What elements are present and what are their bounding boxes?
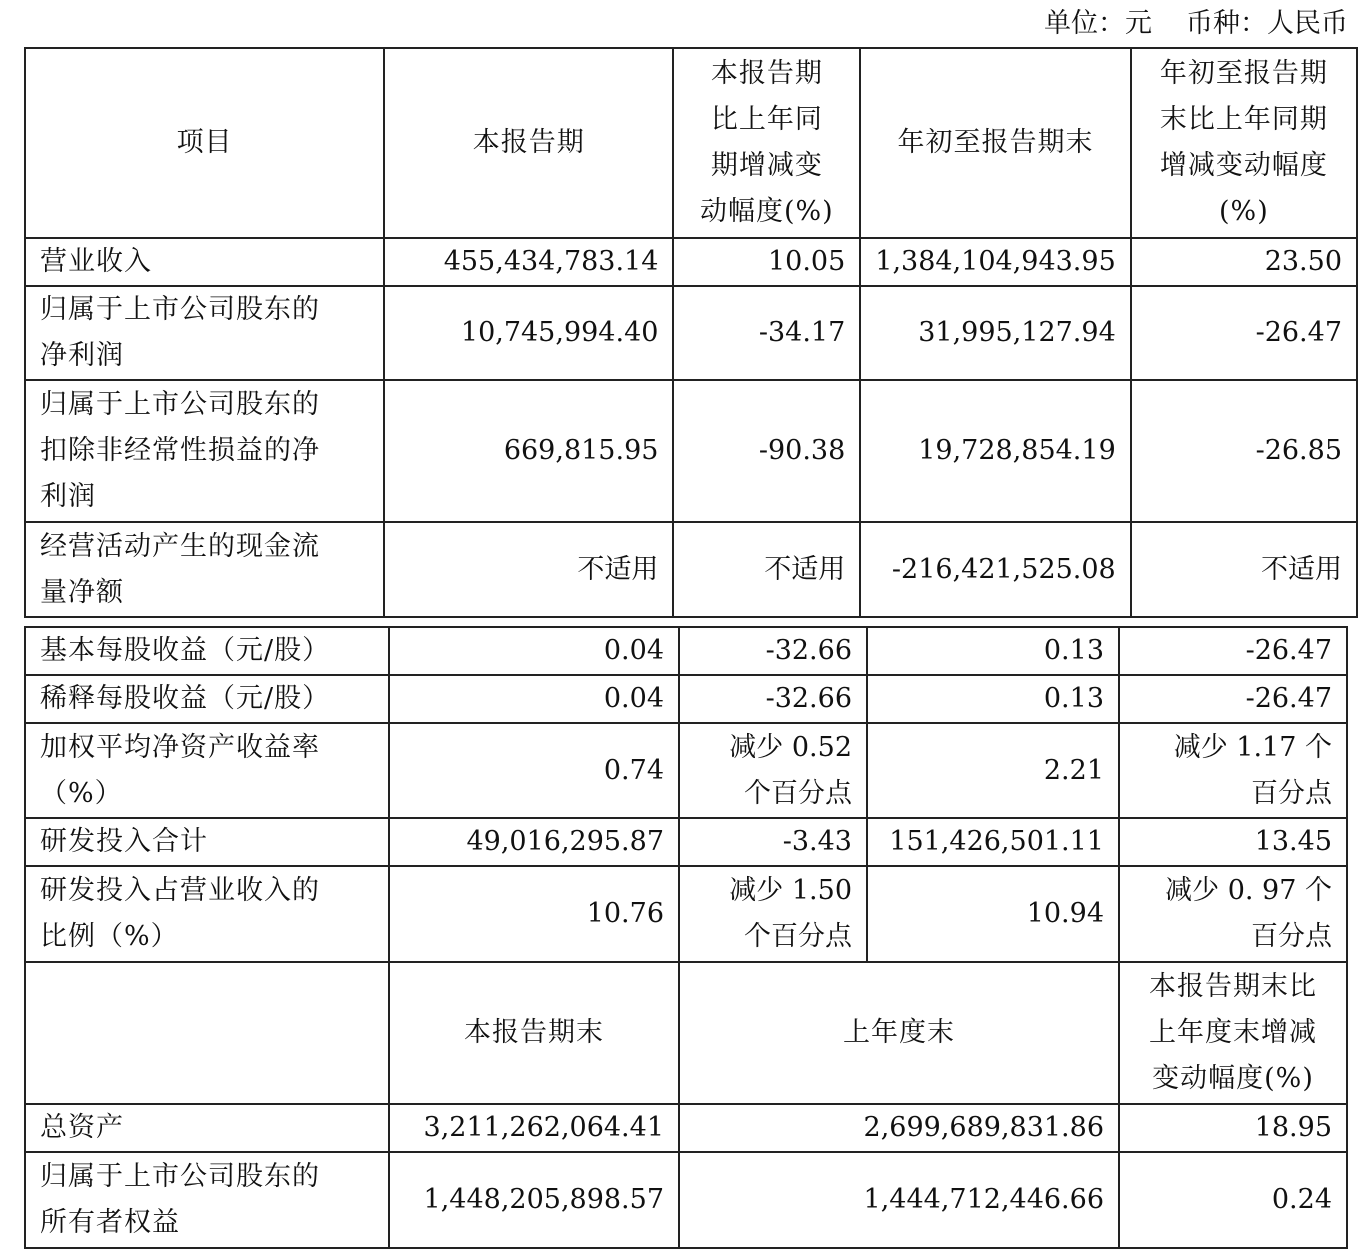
cell-current-yoy: [679, 723, 867, 818]
header-current-yoy-text: 本报告期 比上年同 期增减变 动幅度(%): [699, 58, 834, 227]
cell-ytd: -216,421,525.08: [860, 522, 1130, 617]
header-ytd-yoy: [1131, 48, 1357, 238]
cell-ytd: 10.94: [867, 866, 1119, 962]
cell-current: 455,434,783.14: [384, 238, 673, 286]
cell-ytd-yoy: -26.47: [1119, 675, 1347, 723]
balance-header-change: [1119, 962, 1347, 1104]
row-label: 总资产: [25, 1104, 389, 1152]
cell-ytd-yoy-text: 减少 0. 97 个 百分点: [1165, 875, 1332, 952]
table-row: [25, 1152, 1347, 1248]
cell-current: 669,815.95: [384, 380, 673, 522]
cell-current: 不适用: [384, 522, 673, 617]
cell-ytd: 31,995,127.94: [860, 286, 1130, 380]
unit-label: 单位：元: [1044, 8, 1152, 39]
row-label: 营业收入: [25, 238, 384, 286]
row-label-text: 研发投入占营业收入的 比例（%）: [40, 875, 320, 952]
cell-ytd-yoy: -26.47: [1119, 627, 1347, 675]
balance-header-period-end: 本报告期末: [389, 962, 679, 1104]
cell-ytd-yoy-text: 减少 1.17 个 百分点: [1173, 731, 1332, 809]
table-row: [25, 723, 1347, 818]
cell-current-yoy: 10.05: [673, 238, 860, 286]
table-row: [25, 866, 1347, 962]
cell-current: 0.74: [389, 723, 679, 818]
table-row: [25, 675, 1347, 723]
cell-ytd: 151,426,501.11: [867, 818, 1119, 866]
row-label-text: 归属于上市公司股东的 净利润: [40, 294, 320, 371]
unit-currency-line: [1044, 4, 1348, 44]
header-ytd: 年初至报告期末: [860, 48, 1130, 238]
table-row: [25, 522, 1357, 617]
header-current-yoy: [673, 48, 860, 238]
cell-ytd-yoy: 13.45: [1119, 818, 1347, 866]
cell-change: 18.95: [1119, 1104, 1347, 1152]
cell-ytd-yoy: 23.50: [1131, 238, 1357, 286]
cell-period-end: 3,211,262,064.41: [389, 1104, 679, 1152]
cell-current-yoy-text: 减少 1.50 个百分点: [729, 875, 852, 952]
balance-header-row: [25, 962, 1347, 1104]
cell-current: 10,745,994.40: [384, 286, 673, 380]
cell-ytd: 1,384,104,943.95: [860, 238, 1130, 286]
table-row: [25, 627, 1347, 675]
cell-last-year-end: 2,699,689,831.86: [679, 1104, 1119, 1152]
currency-label: 币种：人民币: [1186, 8, 1348, 39]
balance-header-change-text: 本报告期末比 上年度末增减 变动幅度(%): [1149, 971, 1317, 1094]
cell-current-yoy: -32.66: [679, 627, 867, 675]
cell-current: 0.04: [389, 627, 679, 675]
cell-ytd: 0.13: [867, 675, 1119, 723]
cell-last-year-end: 1,444,712,446.66: [679, 1152, 1119, 1248]
cell-ytd: 19,728,854.19: [860, 380, 1130, 522]
cell-current-yoy: -90.38: [673, 380, 860, 522]
cell-ytd-yoy: -26.47: [1131, 286, 1357, 380]
cell-current-yoy: -3.43: [679, 818, 867, 866]
row-label: [25, 723, 389, 818]
header-row: [25, 48, 1357, 238]
row-label-text: 归属于上市公司股东的 扣除非经常性损益的净 利润: [40, 389, 320, 512]
cell-current: 0.04: [389, 675, 679, 723]
cell-current: 10.76: [389, 866, 679, 962]
cell-ytd: 2.21: [867, 723, 1119, 818]
cell-ytd-yoy: -26.85: [1131, 380, 1357, 522]
row-label: 稀释每股收益（元/股）: [25, 675, 389, 723]
cell-period-end: 1,448,205,898.57: [389, 1152, 679, 1248]
cell-current-yoy: 不适用: [673, 522, 860, 617]
row-label-text: 加权平均净资产收益率 （%）: [40, 731, 320, 809]
row-label-text: 经营活动产生的现金流 量净额: [40, 530, 320, 608]
row-label-text: 归属于上市公司股东的 所有者权益: [40, 1161, 320, 1238]
row-label: 研发投入合计: [25, 818, 389, 866]
financial-indicators-table-1: [24, 47, 1358, 618]
financial-indicators-table-2: [24, 626, 1348, 1249]
table-row: [25, 380, 1357, 522]
balance-header-last-year-end: 上年度末: [679, 962, 1119, 1104]
header-ytd-yoy-text: 年初至报告期 末比上年同期 增减变动幅度 (%): [1159, 58, 1328, 227]
cell-current-yoy: [679, 866, 867, 962]
table-row: [25, 818, 1347, 866]
cell-change: 0.24: [1119, 1152, 1347, 1248]
row-label: [25, 286, 384, 380]
balance-header-blank: [25, 962, 389, 1104]
row-label: [25, 380, 384, 522]
cell-ytd: 0.13: [867, 627, 1119, 675]
cell-current-yoy: -32.66: [679, 675, 867, 723]
cell-ytd-yoy: [1119, 723, 1347, 818]
header-item: 项目: [25, 48, 384, 238]
table-row: [25, 1104, 1347, 1152]
row-label: [25, 522, 384, 617]
cell-ytd-yoy: 不适用: [1131, 522, 1357, 617]
cell-current: 49,016,295.87: [389, 818, 679, 866]
row-label: [25, 1152, 389, 1248]
row-label: [25, 866, 389, 962]
header-current-period: 本报告期: [384, 48, 673, 238]
cell-ytd-yoy: [1119, 866, 1347, 962]
cell-current-yoy-text: 减少 0.52 个百分点: [729, 731, 852, 809]
table-row: [25, 286, 1357, 380]
table-row: [25, 238, 1357, 286]
cell-current-yoy: -34.17: [673, 286, 860, 380]
row-label: 基本每股收益（元/股）: [25, 627, 389, 675]
